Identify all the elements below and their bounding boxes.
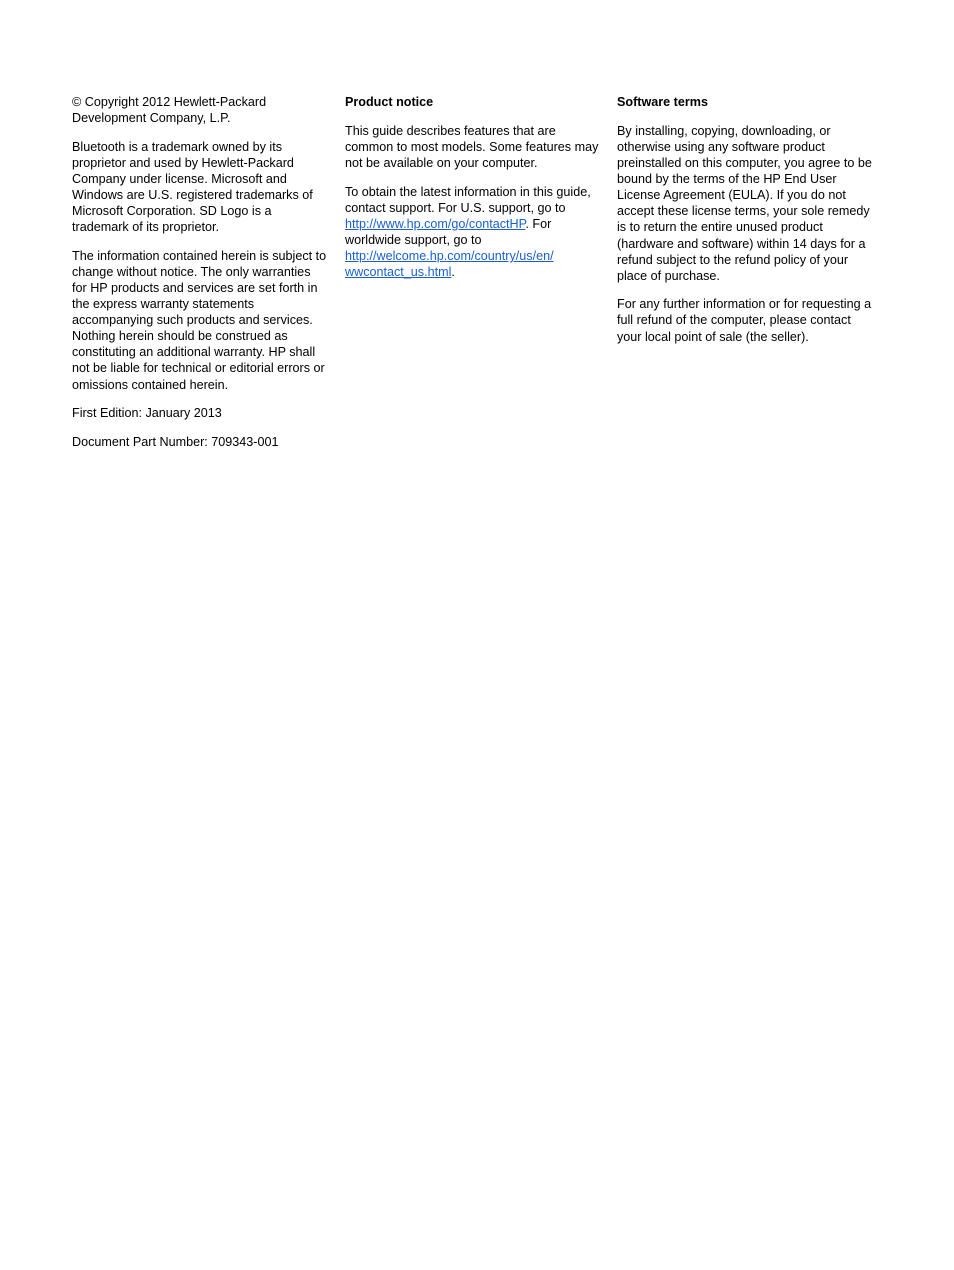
- support-paragraph: [345, 184, 600, 281]
- trademarks-text: Bluetooth is a trademark owned by its proprietor and used by Hewlett-Packard Company under license. Microsoft and Windows are U.S. registered trademarks of Microsoft Corporation. SD Logo is a trademark of its proprietor.: [72, 139, 313, 235]
- refund-paragraph: For any further information or for requesting a full refund of the computer, please contact your local point of sale (the seller).: [617, 297, 872, 344]
- product-notice-paragraph: This guide describes features that are common to most models. Some features may not be available on your computer.: [345, 123, 599, 171]
- copyright-text: © Copyright 2012 Hewlett-Packard Development Company, L.P.: [72, 95, 267, 126]
- worldwide-support-link[interactable]: [345, 249, 554, 279]
- worldwide-link-part1: http://welcome.hp.com/country/us/en/: [345, 249, 554, 264]
- edition-text: First Edition: January 2013: [72, 406, 222, 421]
- worldwide-link-part2: wwcontact_us.html: [345, 265, 452, 280]
- us-support-link[interactable]: http://www.hp.com/go/contactHP: [345, 216, 526, 231]
- legal-column: [72, 94, 327, 462]
- product-notice-heading: Product notice: [345, 95, 434, 109]
- software-terms-column: [617, 94, 873, 357]
- disclaimer-text: The information contained herein is subject to change without notice. The only warranties for HP products and services are set forth in the express warranty statements accompanying such products and services. Nothing herein should be construed as constituting an additional warranty. HP shall not be liable for technical or editorial errors or omissions contained herein.: [72, 248, 327, 392]
- eula-paragraph: By installing, copying, downloading, or otherwise using any software product preinstalled on this computer, you agree to be bound by the terms of the HP End User License Agreement (EULA). If you do not accept these license terms, your sole remedy is to return the entire unused product (hardware and software) within 14 days for a refund subject to the refund policy of your place of purchase.: [617, 123, 872, 283]
- part-number-text: Document Part Number: 709343-001: [72, 434, 279, 449]
- support-text-middle: . For worldwide support, go to: [345, 216, 552, 247]
- support-text-prefix: To obtain the latest information in this guide, contact support. For U.S. support, go to: [345, 184, 591, 215]
- software-terms-heading: Software terms: [617, 95, 708, 109]
- support-text-suffix: .: [451, 265, 455, 280]
- product-notice-column: [345, 94, 600, 293]
